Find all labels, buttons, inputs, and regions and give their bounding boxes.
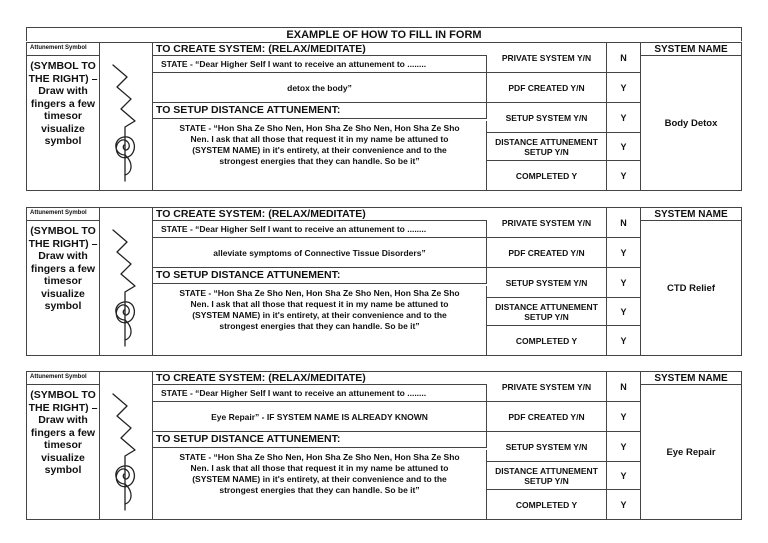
distance-attunement-label: DISTANCE ATTUNEMENT SETUP Y/N: [487, 133, 607, 161]
setup-system-value[interactable]: Y: [607, 103, 641, 133]
symbol-instruction: (SYMBOL TO THE RIGHT) – Draw with fingers a few timesor visualize symbol: [27, 221, 100, 355]
private-system-value[interactable]: N: [607, 208, 641, 238]
private-system-label: PRIVATE SYSTEM Y/N: [487, 372, 607, 402]
private-system-label: PRIVATE SYSTEM Y/N: [487, 43, 607, 73]
completed-value[interactable]: Y: [607, 326, 641, 355]
attunement-symbol-label: Attunement Symbol: [27, 43, 100, 56]
attune-statement-line-2: Nen. I ask that all those that request it in my name be attuned to: [190, 463, 449, 473]
completed-label: COMPLETED Y: [487, 490, 607, 519]
create-system-header: TO CREATE SYSTEM: (RELAX/MEDITATE): [153, 43, 487, 56]
pdf-created-label: PDF CREATED Y/N: [487, 238, 607, 268]
system-name-header: SYSTEM NAME: [641, 208, 741, 221]
attune-statement-line-1: STATE - “Hon Sha Ze Sho Nen, Hon Sha Ze Sho Nen, Hon Sha Ze Sho: [179, 452, 460, 462]
setup-distance-header: TO SETUP DISTANCE ATTUNEMENT:: [153, 103, 487, 119]
system-name-header: SYSTEM NAME: [641, 372, 741, 385]
attune-statement-line-3: (SYSTEM NAME) in it's entirety, at their convenience and to the: [192, 310, 447, 320]
symbol-cell: [100, 372, 153, 519]
attune-statement-line-3: (SYSTEM NAME) in it's entirety, at their convenience and to the: [192, 145, 447, 155]
pdf-created-label: PDF CREATED Y/N: [487, 73, 607, 103]
symbol-instruction: (SYMBOL TO THE RIGHT) – Draw with fingers a few timesor visualize symbol: [27, 385, 100, 519]
distance-attunement-value[interactable]: Y: [607, 133, 641, 161]
form-title: EXAMPLE OF HOW TO FILL IN FORM: [26, 27, 742, 41]
attune-statement-line-2: Nen. I ask that all those that request it in my name be attuned to: [190, 299, 449, 309]
distance-attunement-label: DISTANCE ATTUNEMENT SETUP Y/N: [487, 462, 607, 490]
distance-attunement-label: DISTANCE ATTUNEMENT SETUP Y/N: [487, 298, 607, 326]
form-entry-block: [26, 207, 742, 356]
attunement-symbol-label: Attunement Symbol: [27, 372, 100, 385]
system-name-header: SYSTEM NAME: [641, 43, 741, 56]
form-entry-block: [26, 42, 742, 191]
private-system-label: PRIVATE SYSTEM Y/N: [487, 208, 607, 238]
system-name-value[interactable]: Eye Repair: [666, 446, 716, 458]
pdf-created-value[interactable]: Y: [607, 402, 641, 432]
completed-value[interactable]: Y: [607, 490, 641, 519]
create-system-header: TO CREATE SYSTEM: (RELAX/MEDITATE): [153, 208, 487, 221]
pdf-created-value[interactable]: Y: [607, 238, 641, 268]
create-system-header: TO CREATE SYSTEM: (RELAX/MEDITATE): [153, 372, 487, 385]
cho-ku-rei-symbol-icon: [100, 372, 153, 519]
state-intro: STATE - “Dear Higher Self I want to receive an attunement to ........: [153, 385, 487, 402]
setup-distance-header: TO SETUP DISTANCE ATTUNEMENT:: [153, 268, 487, 284]
attunement-text: alleviate symptoms of Connective Tissue Disorders”: [153, 238, 487, 268]
completed-label: COMPLETED Y: [487, 326, 607, 355]
cho-ku-rei-symbol-icon: [100, 43, 153, 190]
setup-system-label: SETUP SYSTEM Y/N: [487, 103, 607, 133]
system-name-value[interactable]: Body Detox: [664, 117, 718, 129]
form-entry-block: [26, 371, 742, 520]
pdf-created-value[interactable]: Y: [607, 73, 641, 103]
attune-statement-line-4: strongest energies that they can handle. So be it”: [219, 156, 420, 166]
distance-attunement-value[interactable]: Y: [607, 462, 641, 490]
private-system-value[interactable]: N: [607, 372, 641, 402]
attunement-symbol-label: Attunement Symbol: [27, 208, 100, 221]
symbol-instruction: (SYMBOL TO THE RIGHT) – Draw with fingers a few timesor visualize symbol: [27, 56, 100, 190]
attune-statement: [153, 121, 487, 190]
private-system-value[interactable]: N: [607, 43, 641, 73]
system-name-value[interactable]: CTD Relief: [666, 282, 716, 294]
attune-statement-line-4: strongest energies that they can handle. So be it”: [219, 321, 420, 331]
symbol-cell: [100, 208, 153, 355]
setup-system-label: SETUP SYSTEM Y/N: [487, 432, 607, 462]
attunement-text: Eye Repair” - IF SYSTEM NAME IS ALREADY KNOWN: [153, 402, 487, 432]
attune-statement-line-1: STATE - “Hon Sha Ze Sho Nen, Hon Sha Ze Sho Nen, Hon Sha Ze Sho: [179, 123, 460, 133]
attune-statement-line-2: Nen. I ask that all those that request it in my name be attuned to: [190, 134, 449, 144]
cho-ku-rei-symbol-icon: [100, 208, 153, 355]
setup-system-label: SETUP SYSTEM Y/N: [487, 268, 607, 298]
pdf-created-label: PDF CREATED Y/N: [487, 402, 607, 432]
setup-system-value[interactable]: Y: [607, 268, 641, 298]
attune-statement: [153, 286, 487, 355]
completed-label: COMPLETED Y: [487, 161, 607, 190]
attune-statement-line-1: STATE - “Hon Sha Ze Sho Nen, Hon Sha Ze Sho Nen, Hon Sha Ze Sho: [179, 288, 460, 298]
distance-attunement-value[interactable]: Y: [607, 298, 641, 326]
attune-statement-line-4: strongest energies that they can handle. So be it”: [219, 485, 420, 495]
attune-statement-line-3: (SYSTEM NAME) in it's entirety, at their convenience and to the: [192, 474, 447, 484]
setup-system-value[interactable]: Y: [607, 432, 641, 462]
completed-value[interactable]: Y: [607, 161, 641, 190]
attunement-text: detox the body”: [153, 73, 487, 103]
state-intro: STATE - “Dear Higher Self I want to receive an attunement to ........: [153, 56, 487, 73]
attune-statement: [153, 450, 487, 519]
setup-distance-header: TO SETUP DISTANCE ATTUNEMENT:: [153, 432, 487, 448]
state-intro: STATE - “Dear Higher Self I want to receive an attunement to ........: [153, 221, 487, 238]
symbol-cell: [100, 43, 153, 190]
